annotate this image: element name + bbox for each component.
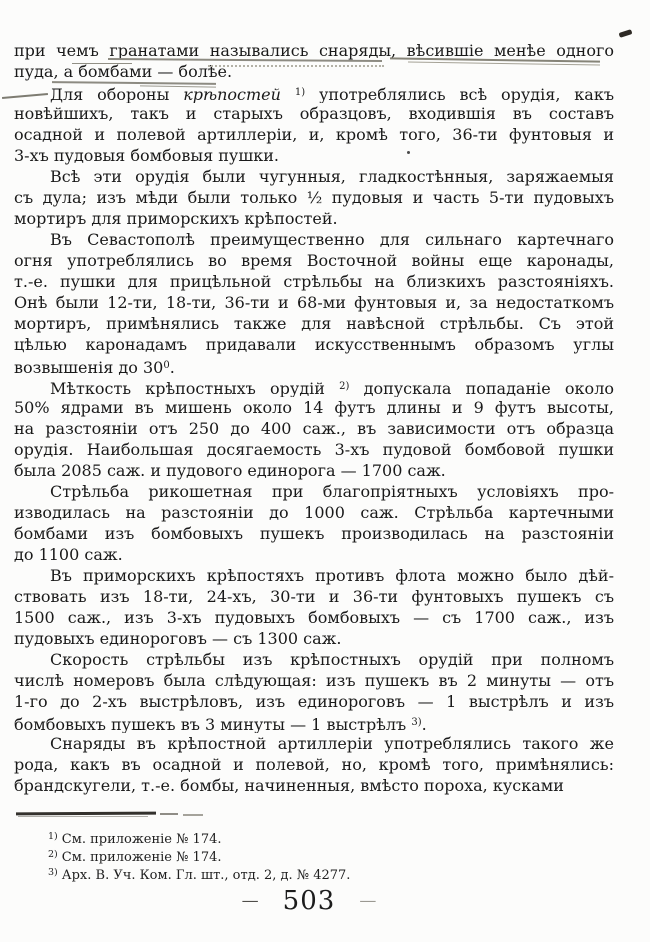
pencil-underline-dashes bbox=[208, 65, 384, 67]
text-line bbox=[14, 439, 614, 460]
text-run: Онѣ были 12-ти, 18-ти, 36-ти и 68-ми фунтовыя и, за недостаткомъ bbox=[14, 293, 614, 312]
text-run: . bbox=[169, 358, 175, 376]
text-run: бомбами изъ бомбовыхъ пушекъ производилась на разстояніи bbox=[14, 524, 614, 543]
page-number-dash-left: — bbox=[241, 891, 259, 911]
text-run: на разстояніи отъ 250 до 400 саж., въ зависимости отъ образца bbox=[14, 419, 614, 438]
text-line bbox=[14, 145, 614, 166]
footnotes bbox=[14, 829, 614, 883]
text-run: пуда, а бомбами — болѣе. bbox=[14, 62, 233, 81]
text-line bbox=[14, 187, 614, 208]
text-run: до 1100 саж. bbox=[14, 545, 123, 564]
text-line bbox=[14, 292, 614, 313]
text-line bbox=[14, 124, 614, 145]
text-run: брандскугели, т.-е. бомбы, начиненныя, вмѣсто пороха, кусками bbox=[14, 776, 564, 795]
text-line bbox=[14, 712, 614, 733]
text-run: Мѣткость крѣпостныхъ орудій bbox=[50, 379, 340, 397]
paragraph bbox=[14, 649, 614, 733]
footnote-rule-echo bbox=[18, 816, 148, 817]
text-line bbox=[14, 502, 614, 523]
footnote-text: См. приложеніе № 174. bbox=[61, 832, 222, 847]
text-line bbox=[14, 418, 614, 439]
text-line bbox=[14, 376, 614, 397]
text-line bbox=[14, 271, 614, 292]
footnote-marker: 1) bbox=[48, 831, 58, 842]
text-line bbox=[14, 733, 614, 754]
text-run: числѣ номеровъ была слѣдующая: изъ пушекъ въ 2 минуты — отъ bbox=[14, 671, 614, 690]
text-line bbox=[14, 691, 614, 712]
text-run: Стрѣльба рикошетная при благопріятныхъ условіяхъ про- bbox=[50, 482, 614, 501]
page-number-value: 503 bbox=[282, 886, 336, 916]
paragraph bbox=[14, 733, 614, 796]
text-run: допускала попаданіе около bbox=[349, 379, 614, 397]
text-run: Для обороны bbox=[50, 85, 184, 103]
text-line bbox=[14, 229, 614, 250]
text-run: . bbox=[421, 715, 427, 733]
text-run: мортиръ для приморскихъ крѣпостей. bbox=[14, 209, 338, 228]
footnote-text: Арх. В. Уч. Ком. Гл. шт., отд. 2, д. № 4277. bbox=[61, 868, 351, 883]
text-run: новѣйшихъ, такъ и старыхъ образцовъ, входившія въ составъ bbox=[14, 104, 614, 123]
text-line bbox=[14, 586, 614, 607]
text-line bbox=[14, 649, 614, 670]
paragraph bbox=[14, 82, 614, 166]
text-run: Въ приморскихъ крѣпостяхъ противъ флота можно было дѣй- bbox=[50, 566, 614, 585]
text-run: 1) bbox=[294, 87, 306, 98]
paragraph bbox=[14, 376, 614, 481]
text-block bbox=[14, 40, 614, 796]
text-run: 3-хъ пудовыя бомбовыя пушки. bbox=[14, 146, 279, 165]
text-run: 0 bbox=[163, 360, 170, 371]
footnote-rule bbox=[16, 812, 156, 815]
text-line bbox=[14, 40, 614, 61]
text-line bbox=[14, 670, 614, 691]
paragraph bbox=[14, 229, 614, 376]
text-line bbox=[14, 103, 614, 124]
text-run: осадной и полевой артиллеріи, и, кромѣ того, 36-ти фунтовыя и bbox=[14, 125, 614, 144]
text-run: мортиръ, примѣнялись также для навѣсной стрѣльбы. Съ этой bbox=[14, 314, 614, 333]
text-line bbox=[14, 607, 614, 628]
text-run: употреблялись всѣ орудія, какъ bbox=[305, 85, 614, 103]
footnote-text: См. приложеніе № 174. bbox=[61, 850, 222, 865]
text-line bbox=[14, 565, 614, 586]
footnote-marker: 2) bbox=[48, 849, 58, 860]
footnote-rule-dash-2 bbox=[183, 814, 203, 816]
page-number-dash-right: — bbox=[359, 891, 377, 911]
text-run bbox=[281, 85, 295, 103]
text-run: 2) bbox=[339, 381, 350, 392]
text-line bbox=[14, 460, 614, 481]
text-run: возвышенія до 30 bbox=[14, 358, 164, 376]
text-line bbox=[14, 544, 614, 565]
ink-speck bbox=[407, 151, 410, 154]
text-line bbox=[14, 628, 614, 649]
text-run: 50% ядрами въ мишень около 14 футъ длины и 9 футъ высоты, bbox=[14, 398, 614, 417]
footnote-marker: 3) bbox=[48, 867, 58, 878]
text-run: рода, какъ въ осадной и полевой, но, кромѣ того, примѣнялись: bbox=[14, 755, 614, 774]
text-run: 3) bbox=[411, 717, 422, 728]
text-line bbox=[14, 523, 614, 544]
text-run: изводилась на разстояніи до 1000 саж. Стрѣльба картечными bbox=[14, 503, 614, 522]
text-run: 1-го до 2-хъ выстрѣловъ, изъ единороговъ — 1 выстрѣлъ и изъ bbox=[14, 692, 614, 711]
paragraph bbox=[14, 166, 614, 229]
text-run: ствовать изъ 18-ти, 24-хъ, 30-ти и 36-ти фунтовыхъ пушекъ съ bbox=[14, 587, 614, 606]
pencil-overline bbox=[72, 63, 132, 64]
text-run: крѣпостей bbox=[183, 85, 281, 103]
text-run: т.-е. пушки для прицѣльной стрѣльбы на близкихъ разстояніяхъ. bbox=[14, 272, 614, 291]
footnote-rule-dash-1 bbox=[160, 813, 178, 815]
text-line bbox=[14, 775, 614, 796]
text-line bbox=[14, 355, 614, 376]
text-line bbox=[14, 313, 614, 334]
text-run: цѣлью каронадамъ придавали искусственнымъ образомъ углы bbox=[14, 335, 614, 354]
text-run: пудовыхъ единороговъ — съ 1300 саж. bbox=[14, 629, 342, 648]
text-run: Скорость стрѣльбы изъ крѣпостныхъ орудій при полномъ bbox=[50, 650, 614, 669]
text-run: съ дула; изъ мѣди были только ½ пудовыя и часть 5-ти пудовыхъ bbox=[14, 188, 614, 207]
text-run: Въ Севастополѣ преимущественно для сильнаго картечнаго bbox=[50, 230, 614, 249]
text-line bbox=[14, 397, 614, 418]
text-run: 1500 саж., изъ 3-хъ пудовыхъ бомбовыхъ — съ 1700 саж., изъ bbox=[14, 608, 614, 627]
text-line bbox=[14, 166, 614, 187]
text-line bbox=[14, 481, 614, 502]
text-run: огня употреблялись во время Восточной войны еще каронады, bbox=[14, 251, 614, 270]
text-run: Всѣ эти орудія были чугунныя, гладкостѣнныя, заряжаемыя bbox=[50, 167, 614, 186]
text-run: при чемъ гранатами назывались снаряды, вѣсившіе менѣе одного bbox=[14, 41, 614, 60]
text-line bbox=[14, 208, 614, 229]
text-line bbox=[14, 334, 614, 355]
text-run: Снаряды въ крѣпостной артиллеріи употреблялись такого же bbox=[50, 734, 614, 753]
footnote bbox=[14, 865, 614, 883]
page-number bbox=[0, 886, 634, 916]
text-line bbox=[14, 250, 614, 271]
text-run: бомбовыхъ пушекъ въ 3 минуты — 1 выстрѣлъ bbox=[14, 715, 412, 733]
footnote bbox=[14, 829, 614, 847]
paragraph bbox=[14, 565, 614, 649]
footnote bbox=[14, 847, 614, 865]
paragraph bbox=[14, 481, 614, 565]
text-run: орудія. Наибольшая досягаемость 3-хъ пудовой бомбовой пушки bbox=[14, 440, 614, 459]
text-line bbox=[14, 754, 614, 775]
text-run: была 2085 саж. и пудового единорога — 1700 саж. bbox=[14, 461, 446, 480]
text-line bbox=[14, 82, 614, 103]
ink-blot bbox=[619, 29, 633, 38]
